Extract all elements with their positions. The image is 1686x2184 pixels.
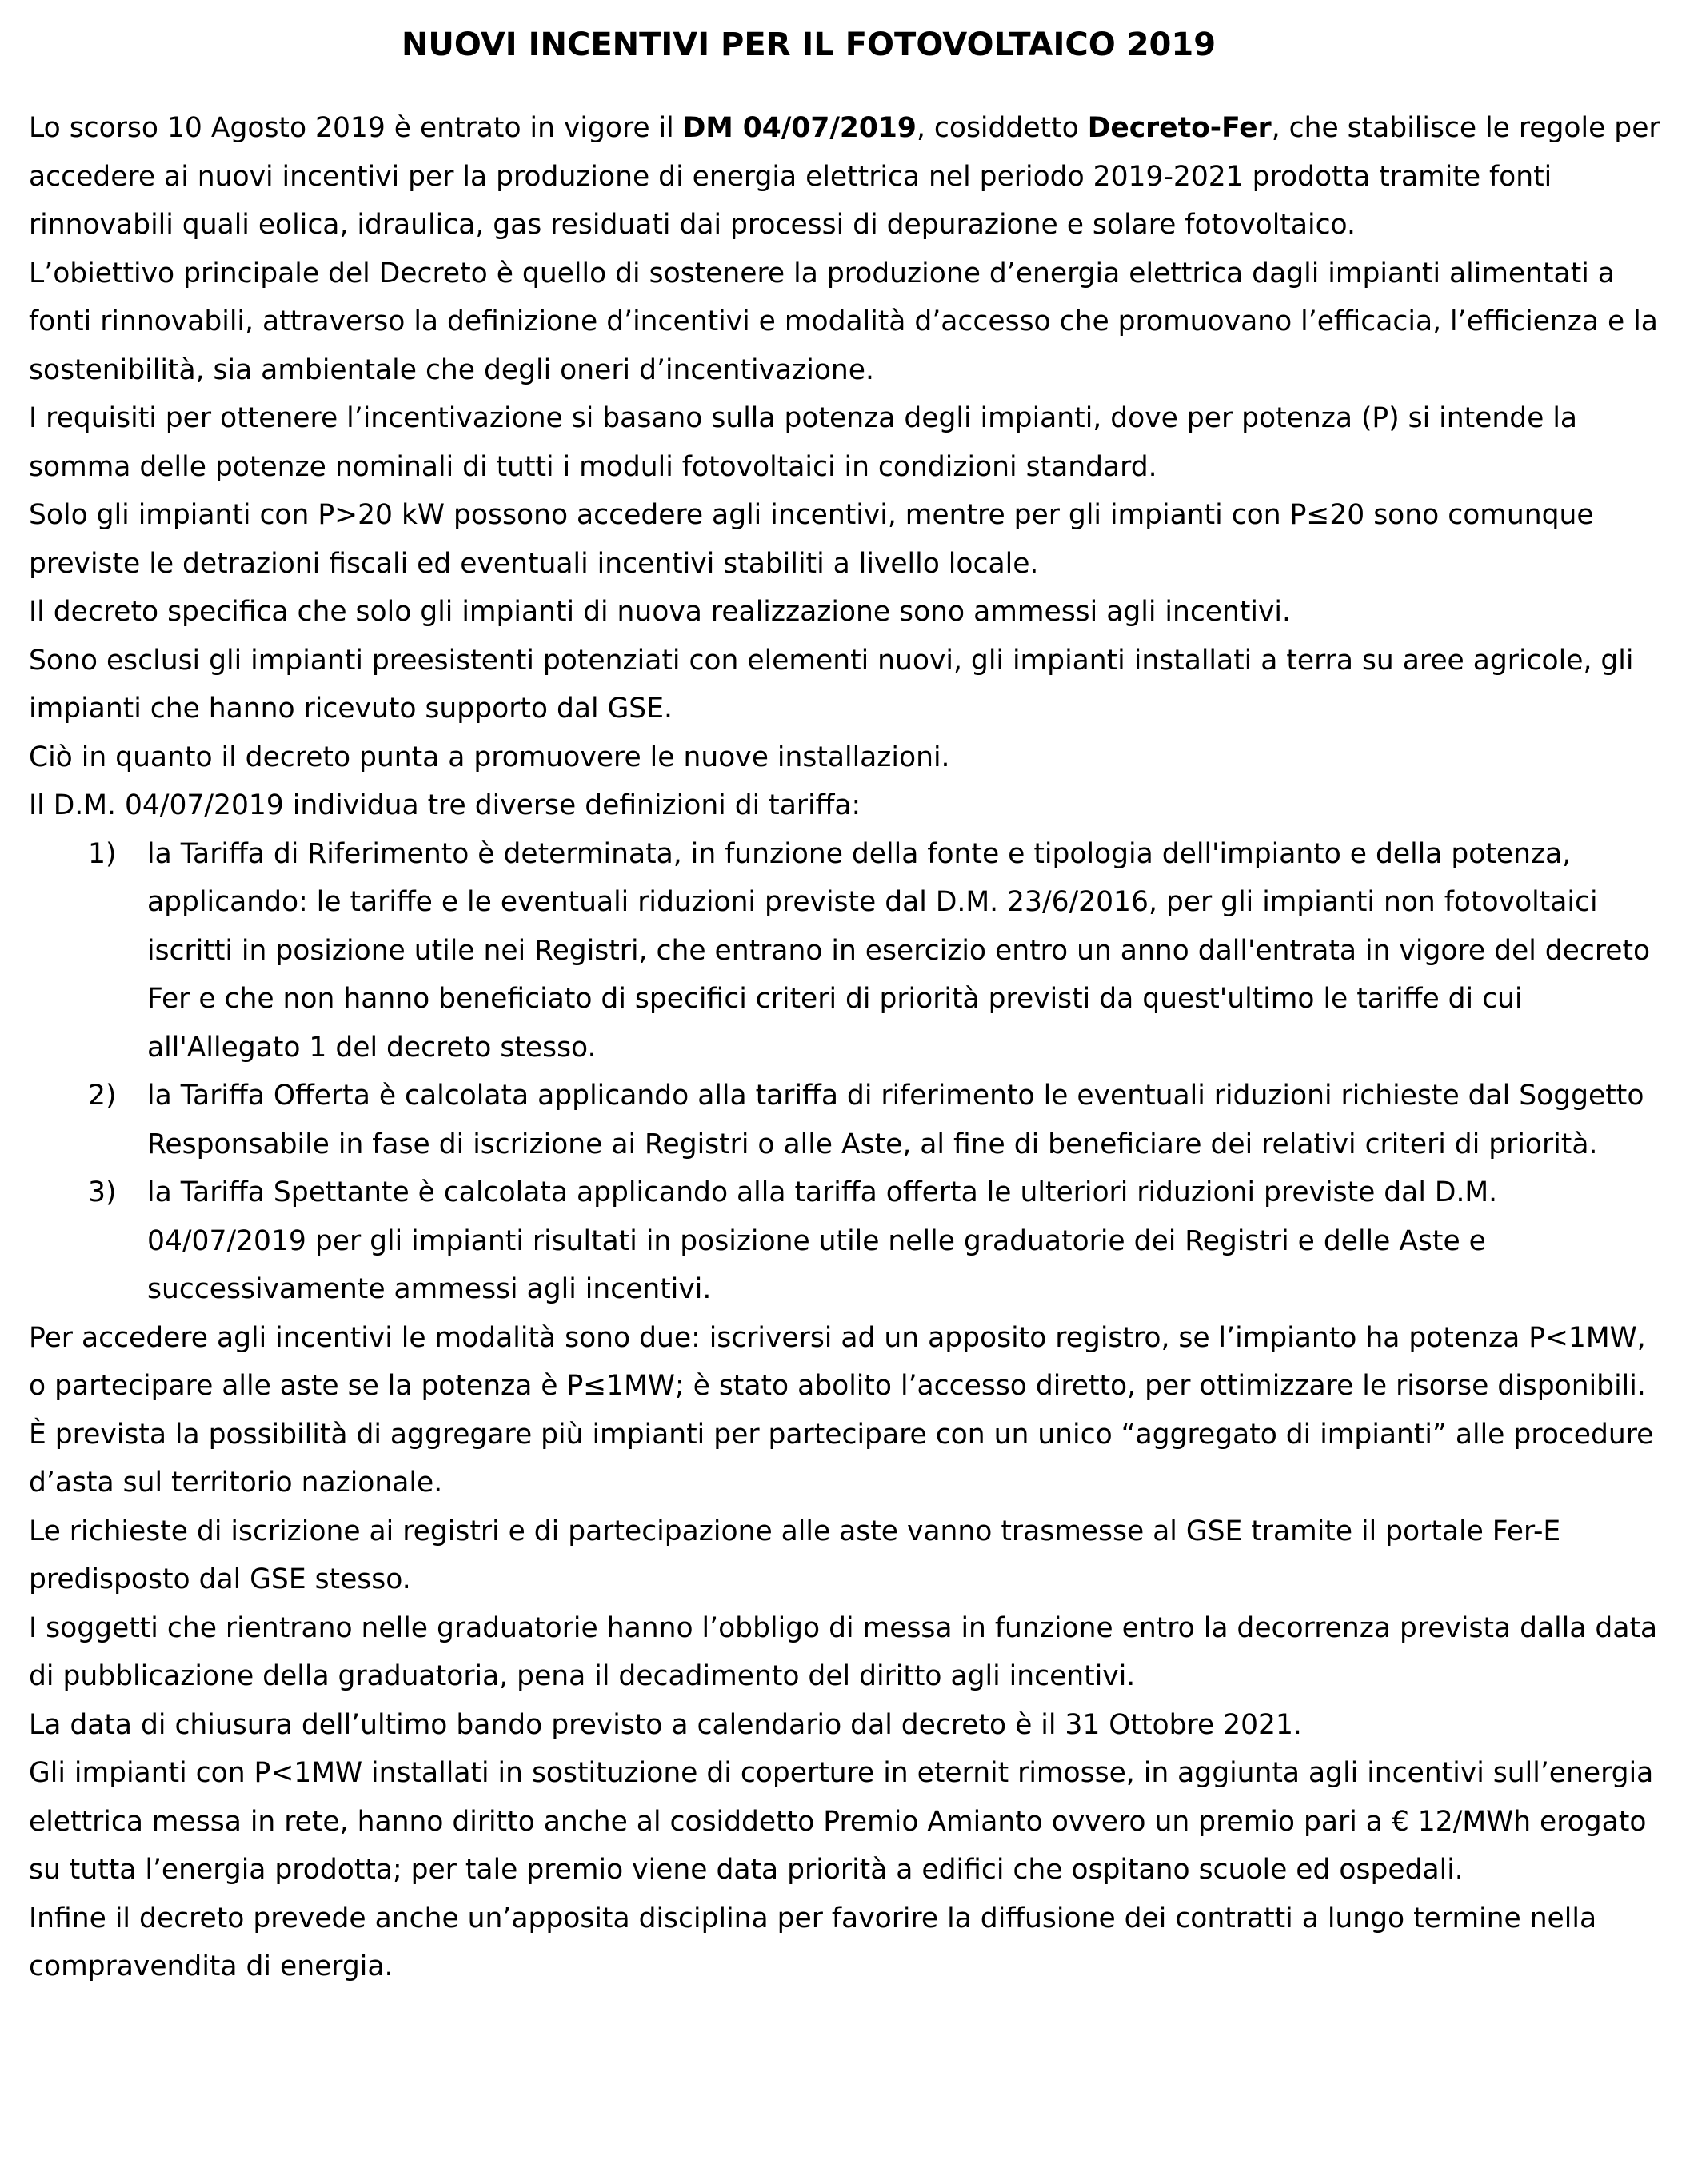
paragraph-long-term-contracts: Infine il decreto prevede anche un’apposita disciplina per favorire la diffusione dei contratti a lungo termine nella compravendita di energia. <box>29 1902 1597 1982</box>
intro-text-1: Lo scorso 10 Agosto 2019 è entrato in vigore il <box>29 112 683 144</box>
paragraph-obligations: I soggetti che rientrano nelle graduatorie hanno l’obbligo di messa in funzione entro la decorrenza prevista dalla data di pubblicazione della graduatoria, pena il decadimento del diritto agli incentivi. <box>29 1611 1658 1692</box>
list-item <box>29 830 1660 1072</box>
intro-text-2: , cosiddetto <box>916 112 1088 144</box>
decree-code: DM 04/07/2019 <box>682 112 917 144</box>
list-item-text: la Tariffa di Riferimento è determinata, in funzione della fonte e tipologia dell'impianto e della potenza, applicando: le tariffe e le eventuali riduzioni previste dal D.M. 23/6/2016, per gli impianti non fotovoltaici iscritti in posizione utile nei Registri, che entrano in esercizio entro un anno dall'entrata in vigore del decreto Fer e che non hanno beneficiato di specifici criteri di priorità previsti da quest'ultimo le tariffe di cui all'Allegato 1 del decreto stesso. <box>147 837 1651 1064</box>
paragraph-exclusions: Sono esclusi gli impianti preesistenti potenziati con elementi nuovi, gli impianti installati a terra su aree agricole, gli impianti che hanno ricevuto supporto dal GSE. <box>29 644 1634 725</box>
document-page <box>29 21 1660 1991</box>
list-item-number: 2) <box>88 1080 117 1112</box>
paragraph-requests: Le richieste di iscrizione ai registri e di partecipazione alle aste vanno trasmesse al GSE tramite il portale Fer-E predisposto dal GSE stesso. <box>29 1515 1561 1595</box>
list-item-number: 1) <box>88 837 117 870</box>
list-item-number: 3) <box>88 1176 117 1208</box>
paragraph-new-plants: Il decreto specifica che solo gli impianti di nuova realizzazione sono ammessi agli incentivi. <box>29 596 1291 628</box>
paragraph-closing-date: La data di chiusura dell’ultimo bando previsto a calendario dal decreto è il 31 Ottobre 2021. <box>29 1708 1302 1741</box>
paragraph-rationale: Ciò in quanto il decreto punta a promuovere le nuove installazioni. <box>29 741 950 773</box>
list-item-text: la Tariffa Offerta è calcolata applicando alla tariffa di riferimento le eventuali riduzioni richieste dal Soggetto Responsabile in fase di iscrizione ai Registri o alle Aste, al fine di beneficiare dei relativi criteri di priorità. <box>147 1080 1644 1160</box>
intro-text-3: , che stabilisce le regole per accedere ai nuovi incentivi per la produzione di energia elettrica nel periodo 2019-2021 prodotta tramite fonti rinnovabili quali eolica, idraulica, gas residuati dai processi di depurazione e solare fotovoltaico. <box>29 112 1660 241</box>
decree-name: Decreto-Fer <box>1087 112 1272 144</box>
paragraph-power-threshold: Solo gli impianti con P>20 kW possono accedere agli incentivi, mentre per gli impianti con P≤20 sono comunque previste le detrazioni fiscali ed eventuali incentivi stabiliti a livello locale. <box>29 499 1594 580</box>
tariff-list <box>29 830 1660 1314</box>
document-title: NUOVI INCENTIVI PER IL FOTOVOLTAICO 2019 <box>401 26 1217 63</box>
paragraph-access-modes: Per accedere agli incentivi le modalità sono due: iscriversi ad un apposito registro, se l’impianto ha potenza P<1MW, o partecipare alle aste se la potenza è P≤1MW; è stato abolito l’accesso diretto, per ottimizzare le risorse disponibili. È prevista la possibilità di aggregare più impianti per partecipare con un unico “aggregato di impianti” alle procedure d’asta sul territorio nazionale. <box>29 1321 1654 1499</box>
paragraph-requirements: I requisiti per ottenere l’incentivazione si basano sulla potenza degli impianti, dove per potenza (P) si intende la somma delle potenze nominali di tutti i moduli fotovoltaici in condizioni standard. <box>29 402 1578 483</box>
list-item-text: la Tariffa Spettante è calcolata applicando alla tariffa offerta le ulteriori riduzioni previste dal D.M. 04/07/2019 per gli impianti risultati in posizione utile nelle graduatorie dei Registri e delle Aste e successivamente ammessi agli incentivi. <box>147 1176 1498 1305</box>
paragraph-objective: L’obiettivo principale del Decreto è quello di sostenere la produzione d’energia elettrica dagli impianti alimentati a fonti rinnovabili, attraverso la definizione d’incentivi e modalità d’accesso che promuovano l’efficacia, l’efficienza e la sostenibilità, sia ambientale che degli oneri d’incentivazione. <box>29 257 1658 386</box>
intro-paragraph <box>29 104 1660 250</box>
list-item <box>29 1168 1660 1314</box>
list-item <box>29 1072 1660 1168</box>
paragraph-asbestos-premium: Gli impianti con P<1MW installati in sostituzione di coperture in eternit rimosse, in aggiunta agli incentivi sull’energia elettrica messa in rete, hanno diritto anche al cosiddetto Premio Amianto ovvero un premio pari a € 12/MWh erogato su tutta l’energia prodotta; per tale premio viene data priorità a edifici che ospitano scuole ed ospedali. <box>29 1757 1654 1886</box>
paragraph-tariff-intro: Il D.M. 04/07/2019 individua tre diverse definizioni di tariffa: <box>29 789 861 821</box>
